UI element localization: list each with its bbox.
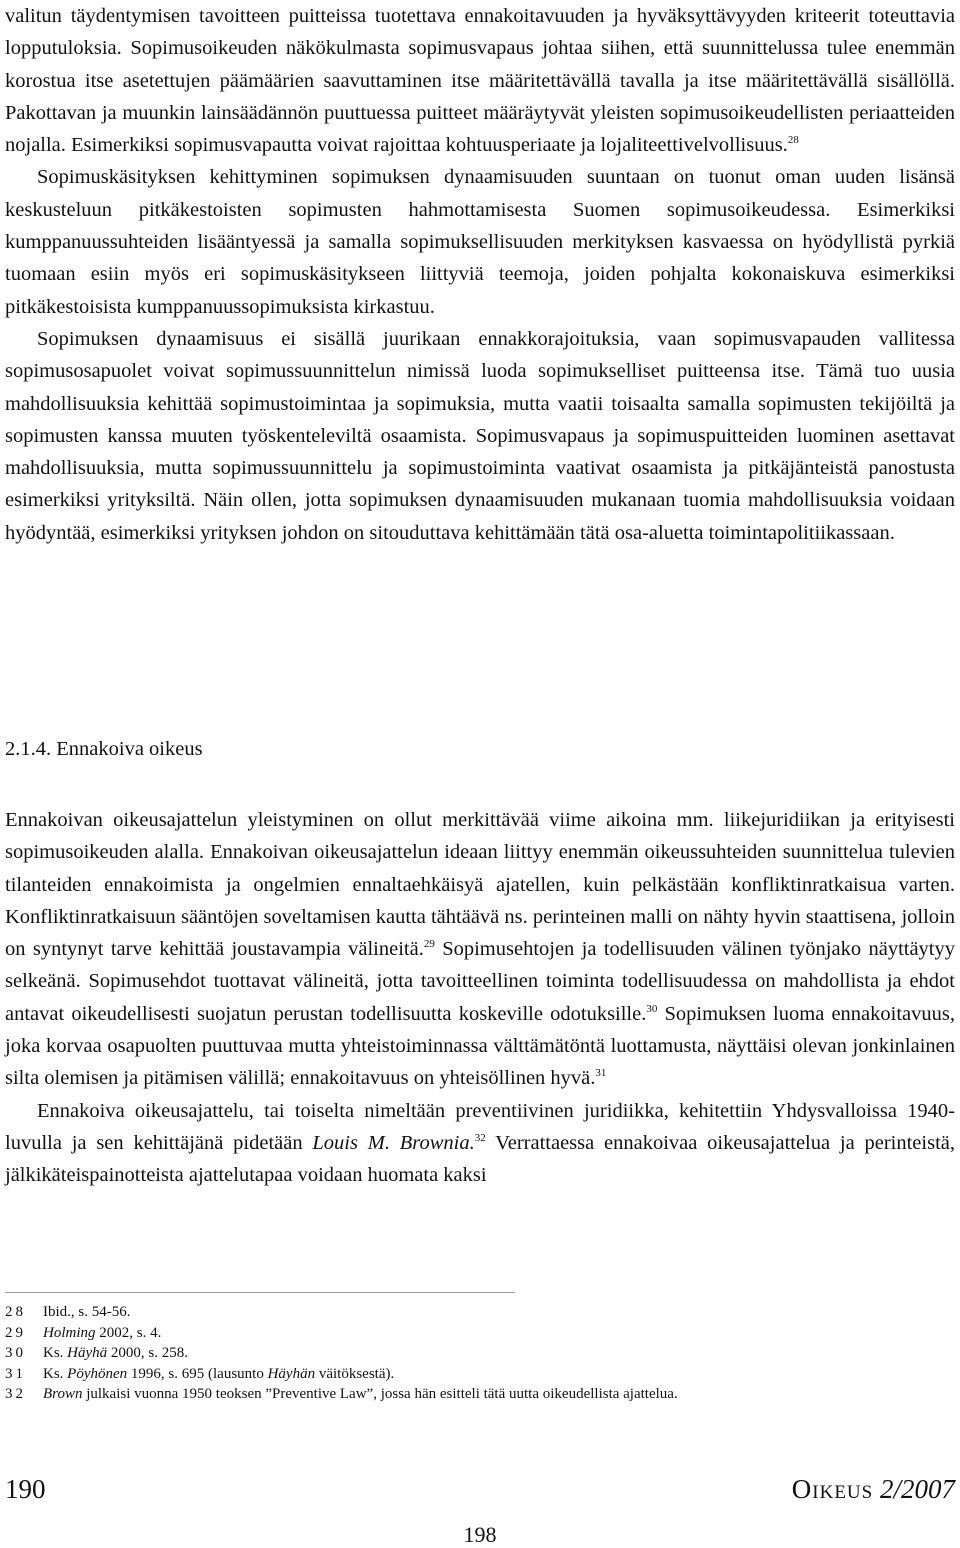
paragraph-4-text-c: Sopimuksen luoma ennakoitavuus, joka korvaa osapuolten puuttuvaa mutta yhteistoiminnassa välttämätöntä luottamusta, näyttäisi olevan jonkinlainen silta olemisen ja pitämisen välillä; ennakoitavuus on yhteisöllinen hyvä. xyxy=(5,1002,955,1090)
paragraph-5-text-b: Verrattaessa ennakoivaa oikeusajattelua ja perinteistä, jälkikäteispainotteista ajattelutapaa voidaan huomata kaksi xyxy=(5,1131,955,1187)
footnote-ref-28: 28 xyxy=(787,134,799,147)
footnote-text-part: 2002, s. 4. xyxy=(95,1324,162,1341)
page-number: 190 xyxy=(5,1474,46,1504)
footnote-italic: Häyhä xyxy=(67,1345,108,1361)
footnotes xyxy=(5,1302,955,1405)
footnote-number: 30 xyxy=(5,1345,26,1361)
issue-number: 2/2007 xyxy=(879,1474,955,1504)
paragraph-5-name: Louis M. Brownia. xyxy=(312,1131,475,1154)
footnote-italic: Häyhän xyxy=(267,1365,316,1382)
footnote-text-part: julkaisi vuonna 1950 teoksen ”Preventive Law”, jossa hän esitteli tätä uutta oikeudellista ajattelua. xyxy=(82,1386,678,1402)
footnote-text-part: 2000, s. 258. xyxy=(107,1345,189,1361)
paragraph-5-text-a: Ennakoiva oikeusajattelu, tai toiselta nimeltään preventiivinen juridiikka, kehitettiin Yhdysvalloissa 1940-luvulla ja sen kehittäjänä pidetään xyxy=(5,1099,955,1154)
section-heading: 2.1.4. Ennakoiva oikeus xyxy=(5,738,203,760)
footnote-ref-31: 31 xyxy=(595,1067,607,1080)
footnote-item xyxy=(5,1384,955,1405)
viewer-page-number: 198 xyxy=(463,1522,497,1547)
footnote-italic: Brown xyxy=(43,1386,83,1402)
paragraph-1 xyxy=(5,0,955,161)
paragraph-2: Sopimuskäsityksen kehittyminen sopimuksen dynaamisuuden suuntaan on tuonut oman uuden lisänsä keskusteluun pitkäkestoisten sopimusten hahmottamisesta Suomen sopimusoikeudessa. Esimerkiksi kumppanuussuhteiden lisääntyessä ja samalla sopimuksellisuuden merkityksen kasvaessa on hyödyllistä pyrkiä tuomaan esiin myös eri sopimuskäsitykseen liittyviä teemoja, joiden pohjalta kokonaiskuva esimerkiksi pitkäkestoisista kumppanuussopimuksista kirkastuu. xyxy=(5,166,955,318)
footnote-text xyxy=(43,1343,188,1364)
footnote-item xyxy=(5,1323,955,1344)
footnote-italic: Holming xyxy=(43,1324,96,1341)
footnote-italic: Pöyhönen xyxy=(67,1365,128,1382)
footnote-text xyxy=(43,1302,131,1323)
footnote-ref-32: 32 xyxy=(474,1132,486,1145)
footnote-text xyxy=(43,1323,161,1344)
journal-name: Oikeus xyxy=(791,1474,874,1504)
journal-issue xyxy=(792,1474,955,1505)
body-text-bottom xyxy=(5,804,955,1192)
footnote-text xyxy=(43,1384,678,1405)
footnote-number: 29 xyxy=(5,1324,26,1341)
footnote-number: 31 xyxy=(5,1365,26,1382)
footnote-text xyxy=(43,1364,394,1385)
paragraph-1-text: valitun täydentymisen tavoitteen puitteissa tuotettava ennakoitavuuden ja hyväksyttävyyden kriteerit toteuttavia lopputuloksia. Sopimusoikeuden näkökulmasta sopimusvapaus johtaa siihen, että suunnittelussa tulee enemmän korostua itse asetettujen päämäärien saavuttaminen itse määritettävällä tavalla ja itse määritettävällä sisällöllä. Pakottavan ja muunkin lainsäädännön puuttuessa puitteet määräytyvät yleisten sopimusoikeudellisten periaatteiden nojalla. Esimerkiksi sopimusvapautta voivat rajoittaa kohtuusperiaate ja lojaliteettivelvollisuus. xyxy=(5,5,955,157)
footnote-text-part: Ks. xyxy=(43,1365,68,1382)
footnote-text-part: Ibid., s. 54-56. xyxy=(43,1304,131,1320)
paragraph-4-text-a: Ennakoivan oikeusajattelun yleistyminen on ollut merkittävää viime aikoina mm. liikejuridiikan ja erityisesti sopimusoikeuden alalla. Ennakoivan oikeusajattelun ideaan liittyy enemmän oikeussuhteiden suunnittelua tulevien tilanteiden ennakoimista ja ongelmien ennaltaehkäisyä ajatellen, kuin pelkästään konfliktinratkaisua varten. Konfliktinratkaisuun sääntöjen soveltamisen kautta tähtäävä ns. perinteinen malli on nähty hyvin staattisena, jolloin on syntynyt tarve kehittää joustavampia välineitä. xyxy=(5,809,955,961)
footnote-item xyxy=(5,1302,955,1323)
paragraph-4 xyxy=(5,804,955,1095)
paragraph-5 xyxy=(5,1095,955,1192)
paragraph-3: Sopimuksen dynaamisuus ei sisällä juurikaan ennakkorajoituksia, vaan sopimusvapauden vallitessa sopimusosapuolet voivat sopimussuunnittelun nimissä luoda sopimukselliset puitteensa itse. Tämä tuo uusia mahdollisuuksia kehittää sopimustoimintaa ja sopimuksia, mutta vaatii toisaalta samalla sopimusten tekijöiltä ja sopimusten kanssa muuten työskenteleviltä osaamista. Sopimusvapaus ja sopimuspuitteiden luominen asettavat mahdollisuuksia, mutta sopimussuunnittelu ja sopimustoiminta vaativat osaamista ja pitkäjänteistä panostusta esimerkiksi yrityksiltä. Näin ollen, jotta sopimuksen dynaamisuuden mukanaan tuomia mahdollisuuksia voidaan hyödyntää, esimerkiksi yrityksen johdon on sitouduttava kehittämään tätä osa-aluetta toimintapolitiikassaan. xyxy=(5,327,955,544)
footnote-item xyxy=(5,1364,955,1385)
footnote-ref-29: 29 xyxy=(423,938,435,951)
footnote-number: 32 xyxy=(5,1386,26,1402)
paragraph-4-text-b: Sopimusehtojen ja todellisuuden välinen työnjako näyttäytyy selkeänä. Sopimusehdot tuottavat välineitä, jotta tavoitteellinen toiminta todellisuudessa on mahdollista ja ehdot antavat oikeudellisesti suojatun perustan todellisuutta koskeville odotuksille. xyxy=(5,938,956,1025)
footnote-ref-30: 30 xyxy=(646,1002,658,1015)
body-text-top xyxy=(5,0,955,549)
footnote-text-part: 1996, s. 695 (lausunto xyxy=(127,1365,268,1382)
footnote-divider xyxy=(5,1292,515,1293)
footnote-text-part: väitöksestä). xyxy=(315,1365,395,1382)
footnote-item xyxy=(5,1343,955,1364)
footnote-text-part: Ks. xyxy=(43,1345,68,1361)
footnote-number: 28 xyxy=(5,1304,26,1320)
